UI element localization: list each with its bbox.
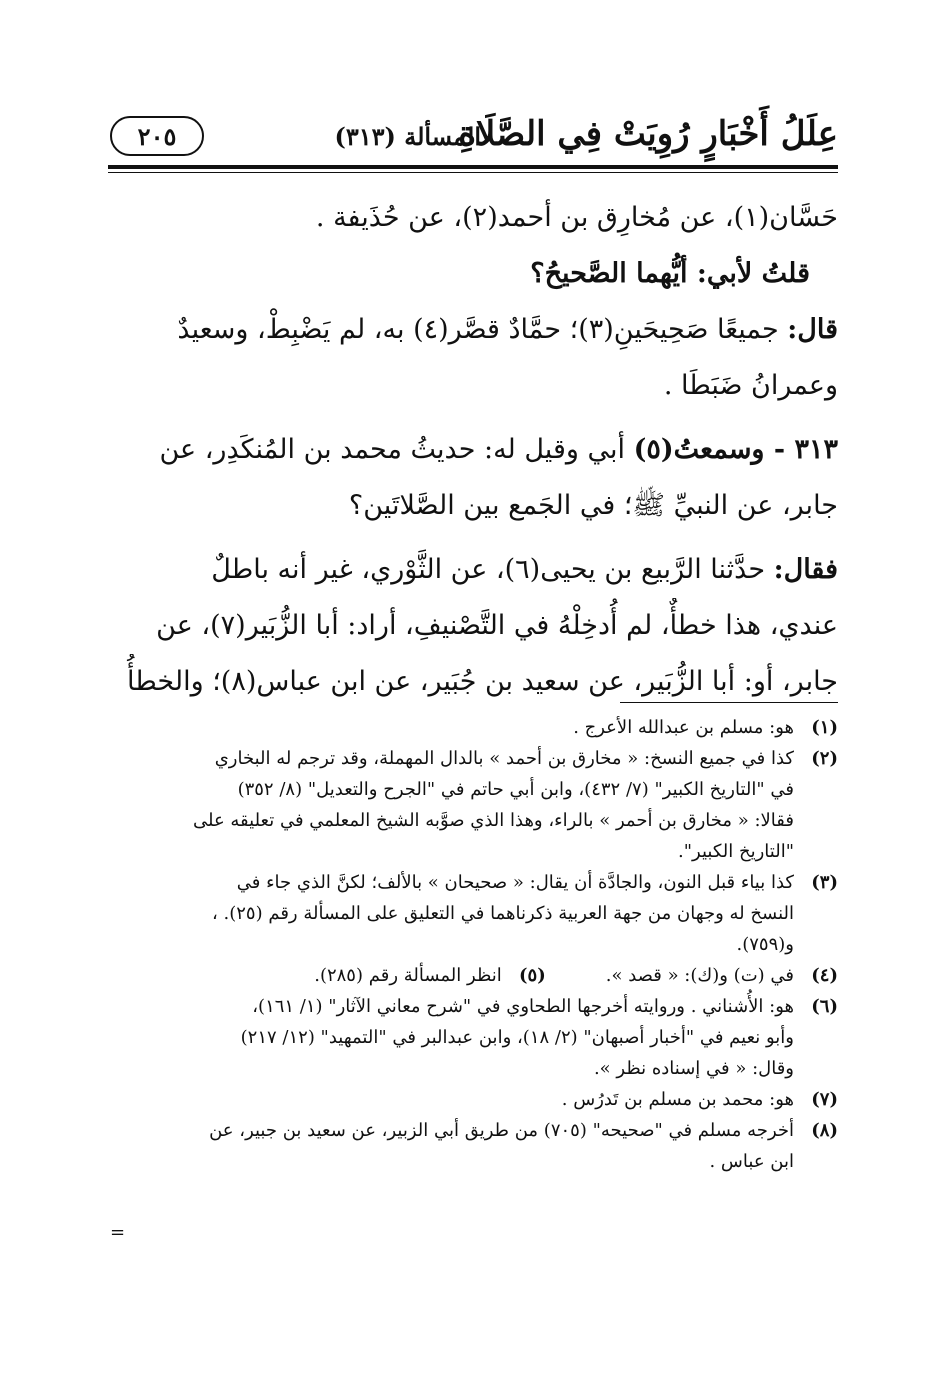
book-title: عِلَلُ أَخْبَارٍ رُوِيَتْ فِي الصَّلَاةِ — [458, 114, 838, 154]
footnote-line: فقالا: « مخارق بن أحمر » بالراء، وهذا الذي صوَّبه الشيخ المعلمي في تعليقه على — [192, 810, 794, 831]
text-line-7 — [108, 542, 838, 598]
question-text: قلتُ لأبي: أيُّهما الصَّحيحُ؟ — [530, 258, 810, 289]
footnote-line: هو: الأُشناني . وروايته أخرجها الطحاوي في "شرح معاني الآثار" (١/ ١٦١)، — [252, 996, 794, 1017]
text-line-5 — [108, 422, 838, 478]
footnote-line: كذا بياء قبل النون، والجادَّة أن يقال: « صحيحان » بالألف؛ لكنَّ الذي جاء في — [236, 872, 794, 893]
issue-text: أبي وقيل له: حديثُ محمد بن المُنكَدِر، عن — [159, 434, 634, 465]
footnotes — [108, 712, 838, 1177]
main-text — [108, 190, 838, 710]
footnote-8 — [108, 1115, 838, 1177]
footnote-number: (٢) — [811, 748, 838, 769]
text-line-6: جابر، عن النبيِّ ﷺ؛ في الجَمع بين الصَّلاتَين؟ — [348, 490, 838, 521]
text-line-8: عندي، هذا خطأٌ، لم أُدخِلْهُ في التَّصْنيفِ، أراد: أبا الزُّبَير(٧)، عن — [156, 610, 838, 641]
issue-label: المسألة (٣١٣) — [334, 122, 481, 151]
footnotes-4-5 — [108, 960, 838, 991]
reply-label: فقال: — [773, 554, 838, 585]
footnote-line: النسخ له وجهان من جهة العربية ذكرناهما في التعليق على المسألة رقم (٢٥). ، — [211, 903, 794, 924]
page-number: ٢٠٥ — [137, 121, 177, 151]
footnote-1 — [108, 712, 838, 743]
issue-heading: ٣١٣ - وسمعتُ(٥) — [633, 434, 838, 465]
footnote-number: (٤) — [811, 965, 838, 986]
footnote-line: هو: محمد بن مسلم بن تَدرُس . — [561, 1089, 794, 1110]
header-rule-thick — [108, 165, 838, 169]
footnote-line: ابن عباس . — [709, 1151, 794, 1172]
page-header — [108, 112, 838, 162]
footnote-number: (٦) — [811, 996, 838, 1017]
footnote-6 — [108, 991, 838, 1084]
answer-label: قال: — [787, 314, 838, 345]
footnote-line: وقال: « في إسناده نظر ». — [593, 1058, 794, 1079]
footnote-line: هو: مسلم بن عبدالله الأعرج . — [573, 717, 794, 738]
footnote-line: في "التاريخ الكبير" (٧/ ٤٣٢)، وابن أبي حاتم في "الجرح والتعديل" (٨/ ٣٥٢) — [237, 779, 794, 800]
header-rule-thin — [108, 172, 838, 173]
footnote-line: و(٧٥٩). — [736, 934, 794, 955]
footnote-line: انظر المسألة رقم (٢٨٥). — [314, 965, 502, 986]
text-line-4: وعمرانُ ضَبَطَا . — [663, 370, 838, 401]
page-number-badge — [110, 116, 204, 156]
footnote-3 — [108, 867, 838, 960]
answer-text: جميعًا صَحِيحَينِ(٣)؛ حمَّادٌ قصَّر(٤) به، لم يَضْبِطْ، وسعيدٌ — [177, 314, 788, 345]
footnote-5 — [314, 960, 546, 991]
reply-text: حدَّثنا الرَّبيع بن يحيى(٦)، عن الثَّوْري، غير أنه باطلٌ — [211, 554, 774, 585]
footnote-line: وأبو نعيم في "أخبار أصبهان" (٢/ ١٨)، وابن عبدالبر في "التمهيد" (١٢/ ٢١٧) — [240, 1027, 794, 1048]
footnote-line: في (ت) و(ك): « قصد ». — [605, 965, 794, 986]
footnote-separator — [620, 702, 838, 703]
text-line-2 — [108, 246, 838, 302]
footnote-2 — [108, 743, 838, 867]
text-line-1: حَسَّان(١)، عن مُخارِق بن أحمد(٢)، عن حُذَيفة . — [315, 202, 838, 233]
footnote-number: (٨) — [811, 1120, 838, 1141]
text-line-3 — [108, 302, 838, 358]
footnote-7 — [108, 1084, 838, 1115]
text-line-9: جابر، أو: أبا الزُّبَير، عن سعيد بن جُبَير، عن ابن عباس(٨)؛ والخطأُ — [127, 666, 838, 697]
footnote-line: كذا في جميع النسخ: « مخارق بن أحمد » بالدال المهملة، وقد ترجم له البخاري — [214, 748, 794, 769]
footnote-4 — [606, 960, 838, 991]
footnote-number: (٧) — [811, 1089, 838, 1110]
footnote-line: "التاريخ الكبير". — [678, 841, 794, 862]
footnote-number: (٣) — [811, 872, 838, 893]
footnote-number: (٥) — [519, 965, 546, 986]
continuation-mark: = — [110, 1222, 126, 1243]
footnote-number: (١) — [811, 717, 838, 738]
footnote-line: أخرجه مسلم في "صحيحه" (٧٠٥) من طريق أبي الزبير، عن سعيد بن جبير، عن — [209, 1120, 794, 1141]
